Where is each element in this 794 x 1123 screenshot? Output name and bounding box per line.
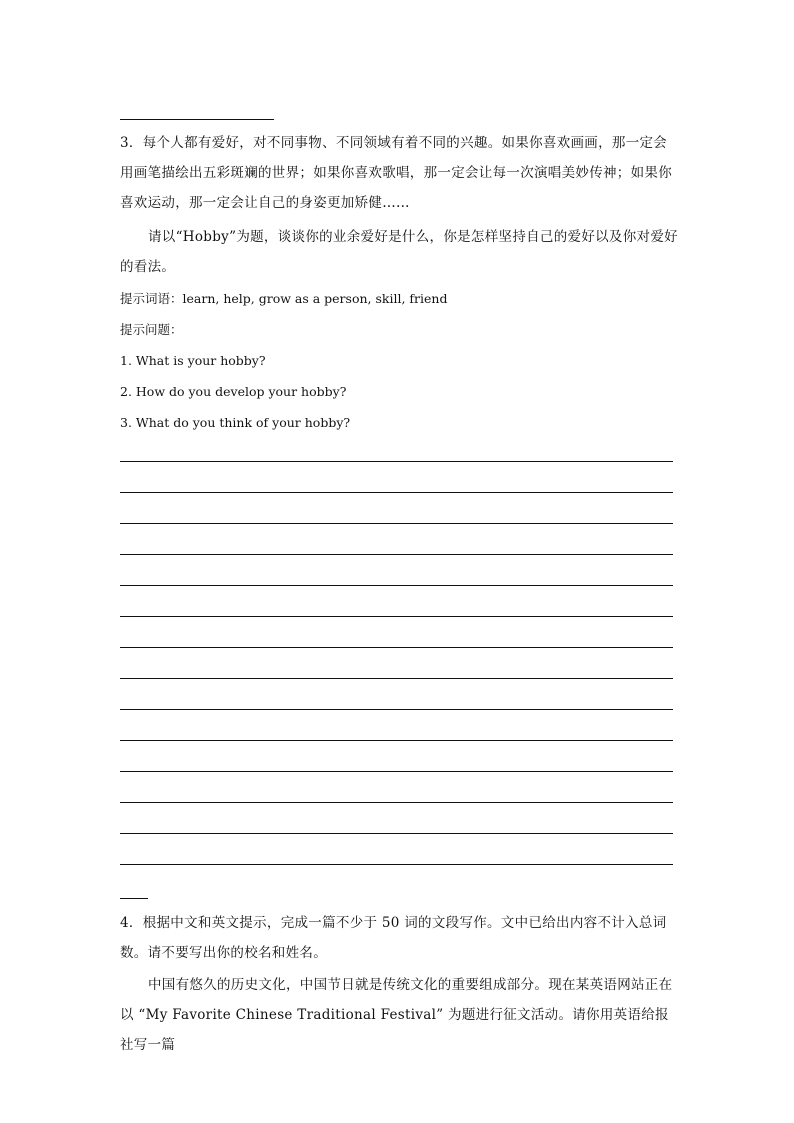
writing-line[interactable] <box>120 555 673 586</box>
q3-prompt: 3．每个人都有爱好，对不同事物、不同领域有着不同的兴趣。如果你喜欢画画，那一定会用画笔描绘出五彩斑斓的世界；如果你喜欢歌唱，那一定会让每一次演唱美妙传神；如果你喜欢运动，那一定会让自己的身姿更加矫健…… <box>120 135 672 211</box>
q3-question-1: 1. What is your hobby? <box>120 353 266 368</box>
q3-hint-words: 提示词语：learn, help, grow as a person, skill, friend <box>120 291 448 306</box>
writing-line[interactable] <box>120 772 673 803</box>
writing-line[interactable] <box>120 741 673 772</box>
q4-body: 中国有悠久的历史文化，中国节日就是传统文化的重要组成部分。现在某英语网站正在以 “My Favorite Chinese Traditional Festival” 为题进行征文活动。请你用英语给报社写一篇 <box>120 977 673 1053</box>
writing-line[interactable] <box>120 648 673 679</box>
writing-line[interactable] <box>120 586 673 617</box>
writing-line[interactable] <box>120 524 673 555</box>
q3-hint-questions-label: 提示问题： <box>120 322 183 337</box>
writing-line[interactable] <box>120 679 673 710</box>
q3-task: 请以“Hobby”为题，谈谈你的业余爱好是什么，你是怎样坚持自己的爱好以及你对爱好的看法。 <box>120 229 678 275</box>
writing-line[interactable] <box>120 617 673 648</box>
writing-line[interactable] <box>120 803 673 834</box>
q3-writing-lines[interactable] <box>120 461 673 865</box>
writing-line[interactable] <box>120 493 673 524</box>
q3-question-3: 3. What do you think of your hobby? <box>120 415 351 430</box>
q3-question-2: 2. How do you develop your hobby? <box>120 384 347 399</box>
writing-line[interactable] <box>120 461 673 493</box>
writing-line[interactable] <box>120 710 673 741</box>
q4-prompt: 4．根据中文和英文提示，完成一篇不少于 50 词的文段写作。文中已给出内容不计入总词数。请不要写出你的校名和姓名。 <box>120 915 667 961</box>
answer-line-short <box>120 898 148 899</box>
writing-line[interactable] <box>120 834 673 865</box>
answer-line-previous <box>120 119 274 120</box>
